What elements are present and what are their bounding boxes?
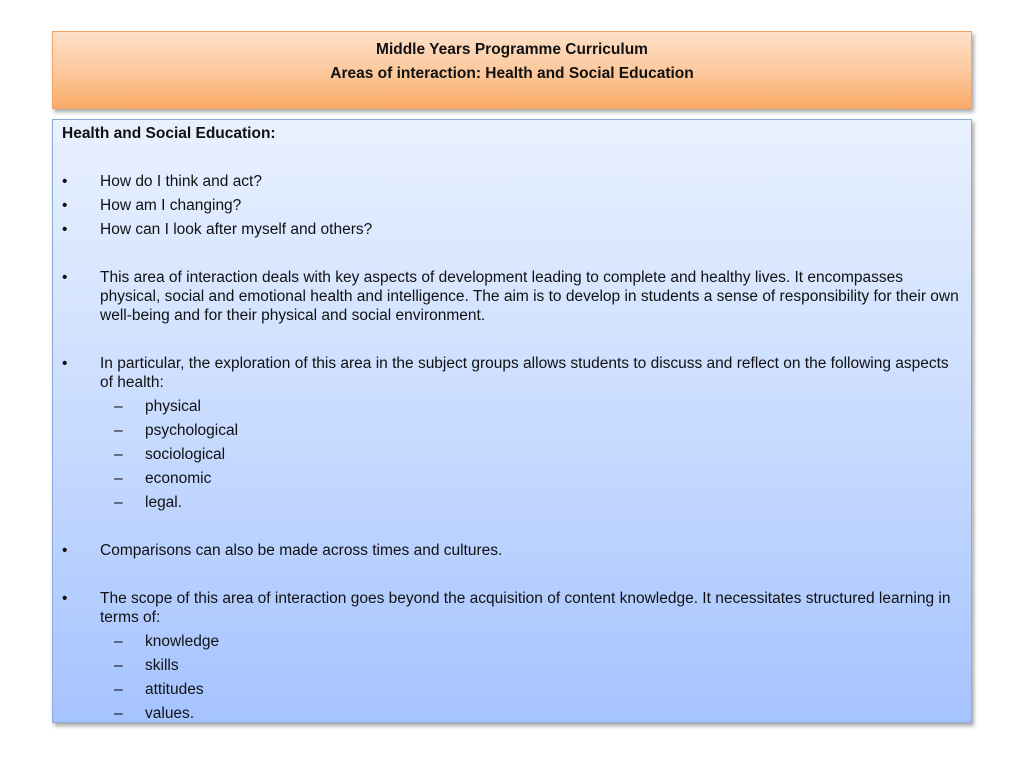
paragraph-text: Comparisons can also be made across times and cultures. [100, 542, 503, 559]
bullet: • [62, 269, 68, 286]
learning-item [62, 656, 963, 675]
paragraph-text: In particular, the exploration of this area in the subject groups allows students to discuss and reflect on the following aspects of health: [100, 355, 949, 391]
paragraph-scope [62, 589, 963, 627]
dash: – [114, 705, 123, 722]
paragraph-text: This area of interaction deals with key aspects of development leading to complete and healthy lives. It encompasses physical, social and emotional health and intelligence. The aim is to develop in students a sense of responsibility for their own well-being and for their physical and social environment. [100, 269, 959, 324]
question-item [62, 220, 963, 239]
question-item [62, 196, 963, 215]
bullet: • [62, 197, 68, 214]
slide-subtitle: Areas of interaction: Health and Social Education [330, 65, 694, 82]
bullet: • [62, 173, 68, 190]
learning-text: attitudes [145, 681, 204, 698]
dash: – [114, 422, 123, 439]
paragraph-comparisons [62, 541, 963, 560]
learning-text: skills [145, 657, 179, 674]
question-text: How am I changing? [100, 197, 242, 214]
aspect-text: psychological [145, 422, 239, 439]
slide-title: Middle Years Programme Curriculum [376, 41, 648, 58]
dash: – [114, 398, 123, 415]
learning-text: values. [145, 705, 195, 722]
paragraph-aspects [62, 354, 963, 392]
aspect-text: physical [145, 398, 201, 415]
bullet: • [62, 542, 68, 559]
learning-text: knowledge [145, 633, 220, 650]
paragraph-development [62, 268, 963, 325]
paragraph-text: The scope of this area of interaction goes beyond the acquisition of content knowledge. It necessitates structured learning in terms of: [100, 590, 951, 626]
dash: – [114, 470, 123, 487]
content-box [52, 119, 972, 723]
dash: – [114, 494, 123, 511]
question-text: How can I look after myself and others? [100, 221, 373, 238]
aspect-item [62, 469, 963, 488]
aspect-item [62, 397, 963, 416]
question-text: How do I think and act? [100, 173, 262, 190]
dash: – [114, 657, 123, 674]
aspect-text: economic [145, 470, 212, 487]
aspect-item [62, 493, 963, 512]
dash: – [114, 446, 123, 463]
bullet: • [62, 355, 68, 372]
aspect-text: legal. [145, 494, 183, 511]
dash: – [114, 633, 123, 650]
section-heading: Health and Social Education: [62, 125, 276, 142]
learning-item [62, 632, 963, 651]
learning-item [62, 680, 963, 699]
aspect-item [62, 445, 963, 464]
bullet: • [62, 590, 68, 607]
question-item [62, 172, 963, 191]
learning-item [62, 704, 963, 723]
title-box [52, 31, 972, 109]
bullet: • [62, 221, 68, 238]
dash: – [114, 681, 123, 698]
aspect-text: sociological [145, 446, 226, 463]
aspect-item [62, 421, 963, 440]
